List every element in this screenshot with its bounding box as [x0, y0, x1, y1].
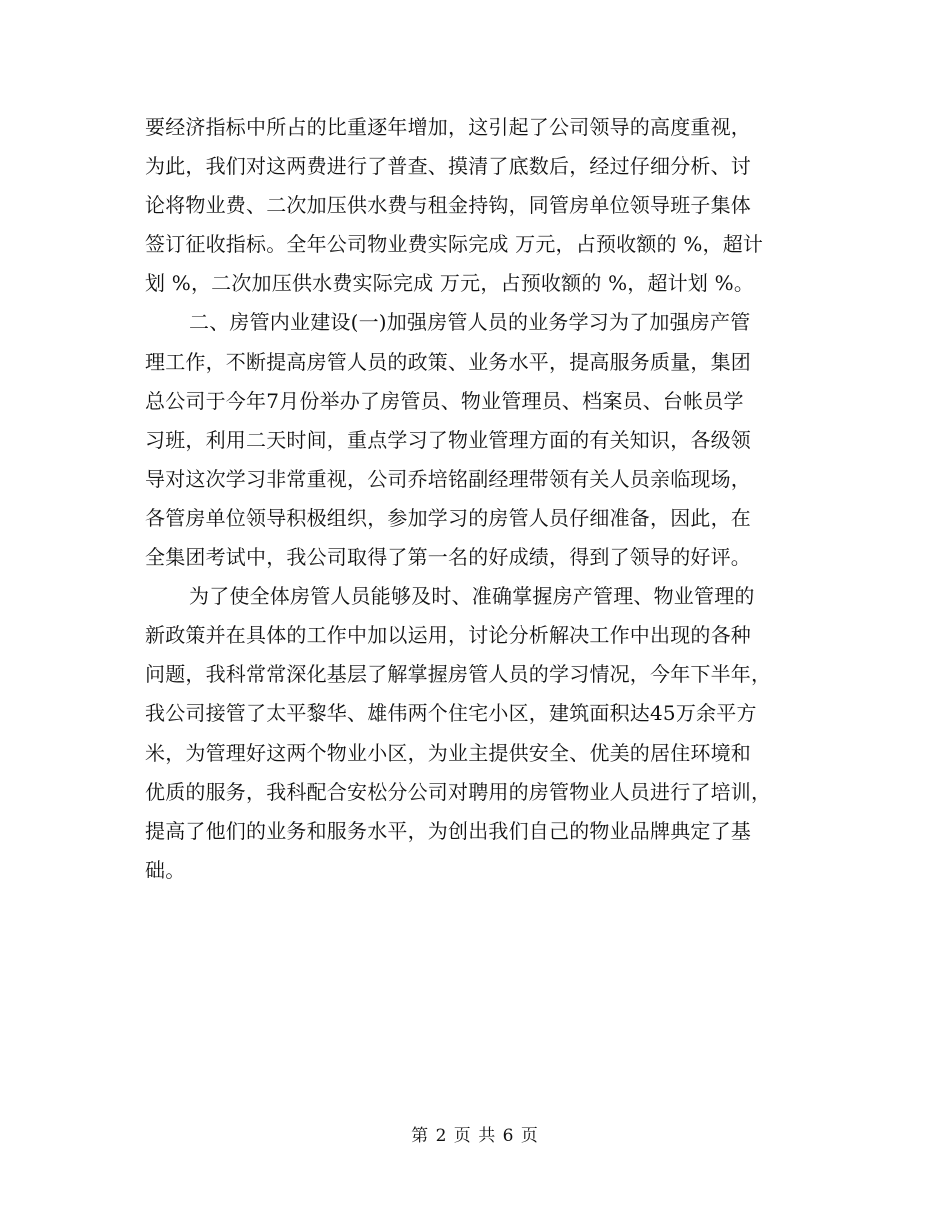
text-line: 提高了他们的业务和服务水平，为创出我们自己的物业品牌典定了基	[145, 818, 751, 843]
text-line: 要经济指标中所占的比重逐年增加，这引起了公司领导的高度重视，	[145, 115, 751, 139]
text-line: 论将物业费、二次加压供水费与租金持钩，同管房单位领导班子集体	[145, 193, 751, 218]
text-line: 为此，我们对这两费进行了普查、摸清了底数后，经过仔细分析、讨	[145, 154, 751, 179]
text-line: 二、房管内业建设(一)加强房管人员的业务学习为了加强房产管	[189, 310, 751, 335]
text-line: 习班，利用二天时间，重点学习了物业管理方面的有关知识，各级领	[145, 427, 751, 452]
text-line: 为了使全体房管人员能够及时、准确掌握房产管理、物业管理的	[189, 584, 755, 609]
text-line: 我公司接管了太平黎华、雄伟两个住宅小区，建筑面积达45万余平方	[145, 701, 757, 726]
text-line: 新政策并在具体的工作中加以运用，讨论分析解决工作中出现的各种	[145, 623, 751, 648]
text-line: 问题，我科常常深化基层了解掌握房管人员的学习情况，今年下半年，	[145, 662, 772, 687]
text-line: 总公司于今年7月份举办了房管员、物业管理员、档案员、台帐员学	[145, 388, 744, 413]
text-line: 全集团考试中，我公司取得了第一名的好成绩，得到了领导的好评。	[145, 545, 751, 570]
page-number-footer: 第 2 页 共 6 页	[411, 1126, 539, 1146]
text-line: 优质的服务，我科配合安松分公司对聘用的房管物业人员进行了培训，	[145, 779, 772, 804]
text-line: 各管房单位领导积极组织，参加学习的房管人员仔细准备，因此，在	[145, 505, 751, 530]
document-body	[145, 108, 805, 890]
text-line: 础。	[145, 857, 186, 882]
text-line: 米，为管理好这两个物业小区，为业主提供安全、优美的居住环境和	[145, 740, 751, 765]
text-line: 签订征收指标。全年公司物业费实际完成 万元，占预收额的 %，超计	[145, 232, 764, 257]
text-line: 理工作，不断提高房管人员的政策、业务水平，提高服务质量，集团	[145, 349, 751, 374]
text-line: 导对这次学习非常重视，公司乔培铭副经理带领有关人员亲临现场，	[145, 466, 751, 491]
text-line: 划 %，二次加压供水费实际完成 万元，占预收额的 %，超计划 %。	[145, 271, 755, 296]
